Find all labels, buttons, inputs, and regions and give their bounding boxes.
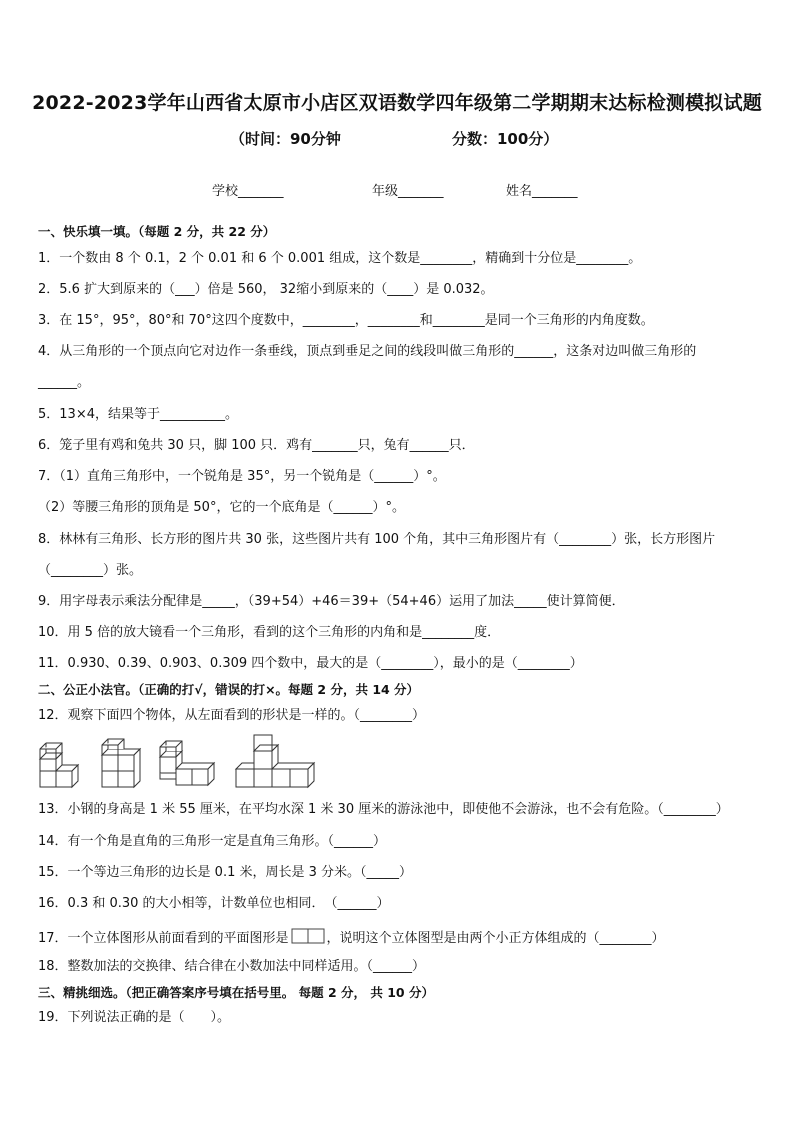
question-4: 4．从三角形的一个顶点向它对边作一条垂线，顶点到垂足之间的线段叫做三角形的______，这条对边叫做三角形的 (38, 344, 697, 359)
question-4-continued: ______。 (38, 375, 91, 390)
question-8-continued: （________）张。 (38, 563, 143, 578)
exam-score: 分数：100分） (452, 130, 559, 148)
solid-c (160, 741, 214, 785)
grade-field[interactable]: 年级_______ (372, 184, 444, 199)
question-13: 13．小钢的身高是 1 米 55 厘米，在平均水深 1 米 30 厘米的游泳池中，即使他不会游泳，也不会有危险。（________） (38, 802, 729, 817)
page-title: 2022-2023学年山西省太原市小店区双语数学四年级第二学期期末达标检测模拟试题 (32, 92, 762, 114)
section-3-heading: 三、精挑细选。（把正确答案序号填在括号里。 每题 2 分， 共 10 分） (38, 985, 434, 1000)
question-12: 12．观察下面四个物体，从左面看到的形状是一样的。（________） (38, 708, 426, 723)
question-3: 3．在 15°，95°，80°和 70°这四个度数中，________，________和________是同一个三角形的内角度数。 (38, 313, 654, 328)
exam-time: （时间：90分钟 (230, 130, 341, 148)
question-17 (38, 928, 665, 949)
name-field[interactable]: 姓名_______ (506, 184, 578, 199)
two-square-front-view-figure (291, 928, 325, 949)
question-1: 1．一个数由 8 个 0.1，2 个 0.01 和 6 个 0.001 组成，这个数是________，精确到十分位是________。 (38, 251, 642, 266)
school-field[interactable]: 学校_______ (212, 184, 284, 199)
question-6: 6．笼子里有鸡和兔共 30 只，脚 100 只．鸡有_______只，兔有______只． (38, 438, 475, 453)
question-5: 5．13×4，结果等于__________。 (38, 407, 238, 422)
question-17-text-end: ，说明这个立体图型是由两个小正方体组成的（________） (326, 931, 665, 946)
question-19: 19．下列说法正确的是（ ）。 (38, 1010, 231, 1025)
cube-figures (38, 733, 338, 793)
question-10: 10．用 5 倍的放大镜看一个三角形，看到的这个三角形的内角和是________度． (38, 625, 501, 640)
cube-solids-illustration (38, 733, 338, 789)
solid-d (236, 735, 314, 787)
question-18: 18．整数加法的交换律、结合律在小数加法中同样适用。（______） (38, 959, 426, 974)
question-15: 15．一个等边三角形的边长是 0.1 米，周长是 3 分米。（_____） (38, 865, 413, 880)
solid-a (40, 743, 78, 787)
question-16: 16．0.3 和 0.30 的大小相等，计数单位也相同． （______） (38, 896, 390, 911)
section-2-heading: 二、公正小法官。（正确的打√，错误的打×。每题 2 分，共 14 分） (38, 682, 420, 697)
question-9: 9．用字母表示乘法分配律是_____，（39+54）+46＝39+（54+46）运用了加法_____使计算简便． (38, 594, 625, 609)
question-7-part-2: （2）等腰三角形的顶角是 50°，它的一个底角是（______）°。 (38, 500, 405, 515)
question-7-part-1: 7．（1）直角三角形中，一个锐角是 35°，另一个锐角是（______）°。 (38, 469, 446, 484)
question-11: 11．0.930、0.39、0.903、0.309 四个数中，最大的是（________），最小的是（________） (38, 656, 583, 671)
solid-b (102, 739, 140, 787)
section-1-heading: 一、快乐填一填。（每题 2 分，共 22 分） (38, 224, 276, 239)
question-17-text-start: 17．一个立体图形从前面看到的平面图形是 (38, 931, 289, 946)
question-14: 14．有一个角是直角的三角形一定是直角三角形。（______） (38, 834, 387, 849)
question-2: 2．5.6 扩大到原来的（___）倍是 560， 32缩小到原来的（____）是 0.032。 (38, 282, 494, 297)
question-8: 8．林林有三角形、长方形的图片共 30 张，这些图片共有 100 个角，其中三角形图片有（________）张，长方形图片 (38, 532, 716, 547)
